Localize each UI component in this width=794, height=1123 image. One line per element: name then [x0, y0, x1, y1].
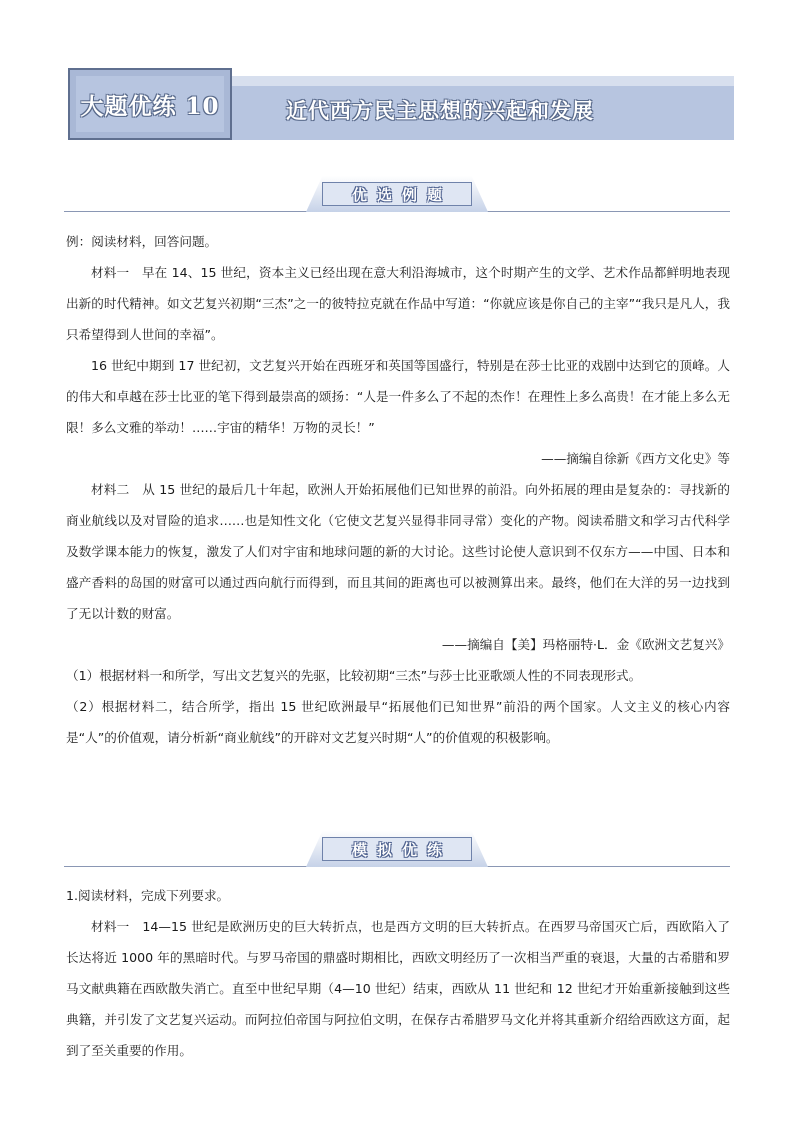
practice-intro: 1.阅读材料，完成下列要求。: [66, 888, 230, 903]
practice-material1: 材料一 14—15 世纪是欧洲历史的巨大转折点，也是西方文明的巨大转折点。在西罗马帝国灭亡后，西欧陷入了长达将近 1000 年的黑暗时代。与罗马帝国的鼎盛时期相比，西欧文明经历了一次相当严重的衰退，大量的古希腊和罗马文献典籍在西欧散失消亡。直至中世纪早期（4—10 世纪）结束，西欧从 11 世纪和 12 世纪才开始重新接触到这些典籍，并引发了文艺复兴运动。而阿拉伯帝国与阿拉伯文明，在保存古希腊罗马文化并将其重新介绍给西欧这方面，起到了至关重要的作用。: [66, 919, 730, 1058]
series-label: 大题优练 10: [80, 92, 220, 120]
practice-question: [66, 880, 730, 1066]
example-question: [66, 226, 730, 753]
example-question-1: （1）根据材料一和所学，写出文艺复兴的先驱，比较初期“三杰”与莎士比亚歌颂人性的不同表现形式。: [66, 668, 642, 683]
example-material2: 材料二 从 15 世纪的最后几十年起，欧洲人开始拓展他们已知世界的前沿。向外拓展的理由是复杂的：寻找新的商业航线以及对冒险的追求……也是知性文化（它使文艺复兴显得非同寻常）变化的产物。阅读希腊文和学习古代科学及数学课本能力的恢复，激发了人们对宇宙和地球问题的新的大讨论。这些讨论使人意识到不仅东方——中国、日本和盛产香料的岛国的财富可以通过西向航行而得到，而且其间的距离也可以被测算出来。最终，他们在大洋的另一边找到了无以计数的财富。: [66, 482, 730, 621]
series-badge-inner: [76, 76, 224, 132]
title-banner-stripe: [232, 76, 734, 86]
page-title: 近代西方民主思想的兴起和发展: [286, 98, 594, 123]
section-heading-example: 优选例题: [351, 185, 452, 204]
section-heading-practice: 模拟优练: [351, 840, 452, 859]
section-tab-example: [306, 176, 488, 212]
section-tab-frame: [322, 182, 472, 206]
example-question-2: （2）根据材料二，结合所学，指出 15 世纪欧洲最早“拓展他们已知世界”前沿的两个国家。人文主义的核心内容是“人”的价值观，请分析新“商业航线”的开辟对文艺复兴时期“人”的价值观的积极影响。: [66, 699, 730, 745]
example-material1-para2: 16 世纪中期到 17 世纪初，文艺复兴开始在西班牙和英国等国盛行，特别是在莎士比亚的戏剧中达到它的顶峰。人的伟大和卓越在莎士比亚的笔下得到最崇高的颂扬：“人是一件多么了不起的杰作！在理性上多么高贵！在才能上多么无限！多么文雅的举动！……宇宙的精华！万物的灵长！”: [66, 358, 730, 435]
example-intro: 例：阅读材料，回答问题。: [66, 234, 218, 249]
section-tab-practice: [306, 831, 488, 867]
section-tab-frame: [322, 837, 472, 861]
example-material2-source: ——摘编自【美】玛格丽特·L．金《欧洲文艺复兴》: [441, 637, 730, 652]
example-material1-source: ——摘编自徐新《西方文化史》等: [541, 451, 730, 466]
series-badge: [68, 68, 232, 140]
example-material1-para1: 材料一 早在 14、15 世纪，资本主义已经出现在意大利沿海城市，这个时期产生的文学、艺术作品都鲜明地表现出新的时代精神。如文艺复兴初期“三杰”之一的彼特拉克就在作品中写道：“你就应该是你自己的主宰”“我只是凡人，我只希望得到人世间的幸福”。: [66, 265, 730, 342]
